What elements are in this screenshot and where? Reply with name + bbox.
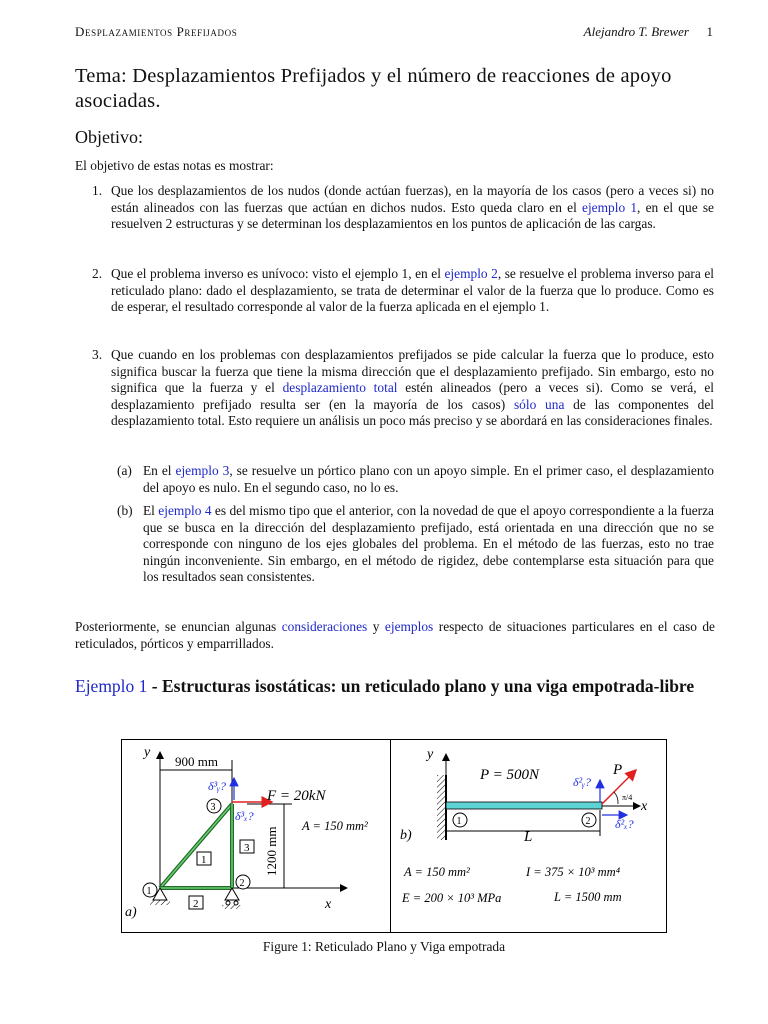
prop-I: I = 375 × 10³ mm⁴ (526, 865, 621, 879)
figure-svg (122, 740, 666, 932)
item-number: 3. (92, 347, 103, 362)
load-label: P (613, 762, 623, 778)
figure-caption: Figure 1: Reticulado Plano y Viga empotrada (262, 939, 506, 954)
link-consideraciones[interactable]: consideraciones (281, 619, 368, 634)
angle-label: π/4 (622, 793, 633, 802)
dim-v-label: 1200 mm (264, 826, 279, 876)
item-text: Que los desplazamientos de los nudos (donde actúan fuerzas), en la mayoría de los casos (pero a veces si) no están alineados con las fuerzas que actúan en dichos nudos. Esto queda claro en el (111, 183, 714, 215)
link-ejemplo-3[interactable]: ejemplo 3 (175, 463, 230, 478)
beam (446, 802, 602, 809)
paragraph-text: respecto de situaciones particulares en el caso de reticulados, pórticos y emparrillados. (75, 619, 716, 651)
item-text: , en el que se resuelven 2 estructuras y se determinan los desplazamientos en los puntos de aplicación de las cargas. (111, 199, 714, 232)
subitem-number: (a) (117, 463, 132, 478)
ground-hatch (150, 900, 170, 905)
node-1-label: 1 (456, 816, 462, 827)
prop-L: L = 1500 mm (554, 890, 622, 904)
item-text: , se resuelve un pórtico plano con un apoyo simple. En el primer caso, el desplazamiento del apoyo es nulo. En el segundo caso, no lo es. (143, 463, 714, 495)
list-item (111, 266, 714, 316)
document-title: Tema: Desplazamientos Prefijados y el número de reacciones de apoyo asociadas. (75, 65, 672, 112)
bar-label-2: 2 (193, 898, 199, 910)
intro-text: El objetivo de estas notas es mostrar: (75, 158, 274, 173)
page-number: 1 (706, 24, 713, 39)
dim-h-label: 900 mm (175, 754, 218, 769)
force-label: F = 20kN (267, 788, 326, 804)
header-title: Desplazamientos Prefijados (75, 24, 238, 39)
wall-hatch (437, 775, 446, 840)
objetivo-heading: Objetivo: (75, 127, 143, 147)
load-value: P = 500N (480, 767, 540, 783)
area-label: A = 150 mm² (302, 819, 368, 833)
node-2-label: 2 (239, 878, 245, 889)
y-label: y (144, 745, 151, 760)
y-label: y (427, 747, 434, 762)
link-ejemplos[interactable]: ejemplos (384, 619, 434, 634)
posterior-paragraph (75, 619, 715, 652)
header-author: Alejandro T. Brewer (583, 24, 689, 39)
beam-diagram (400, 747, 648, 905)
roller (234, 901, 238, 905)
subitem-number: (b) (117, 503, 133, 518)
x-label: x (641, 799, 648, 814)
link-ejemplo-1-heading[interactable]: Ejemplo 1 (75, 676, 148, 696)
ejemplo-title: - Estructuras isostáticas: un reticulado plano y una viga empotrada-libre (147, 676, 695, 696)
node-1-label: 1 (146, 886, 152, 897)
list-item (111, 183, 714, 233)
item-text: Que el problema inverso es unívoco: visto el ejemplo 1, en el (111, 266, 445, 281)
item-text: de las componentes del desplazamiento total. Esto requiere un análisis un poco más preciso y se abordará en las consideraciones finales. (111, 396, 715, 429)
item-text: estén alineados (pero a veces si). Como se verá, el desplazamiento prefijado resulta ser (en la mayoría de los casos) (111, 380, 714, 412)
dim-L-label: L (524, 829, 533, 845)
node-3-label: 3 (210, 802, 216, 813)
bar-label-1: 1 (201, 854, 207, 866)
roller (226, 901, 230, 905)
item-number: 1. (92, 183, 103, 198)
part-a-tag: a) (125, 905, 137, 920)
link-ejemplo-2[interactable]: ejemplo 2 (444, 266, 498, 281)
sub-list-item (143, 463, 714, 496)
truss-diagram (125, 745, 368, 920)
list-item (111, 347, 714, 430)
paragraph-text: Posteriormente, se enuncian algunas (75, 619, 282, 634)
item-text: El (143, 503, 159, 518)
disp-y-label: δ²ᵧ? (573, 775, 591, 789)
item-text: En el (143, 463, 176, 478)
disp-x-label: δ²ₓ? (615, 817, 634, 831)
node-2-label: 2 (585, 816, 591, 827)
bar-label-3: 3 (244, 842, 250, 854)
bar-1-core (160, 804, 232, 888)
prop-E: E = 200 × 10³ MPa (402, 891, 502, 905)
link-solo-una[interactable]: sólo una (513, 396, 565, 412)
item-text: , se resuelve el problema inverso para el reticulado plano: dado el desplazamiento, se trata de determinar el valor de la fuerza que lo produce. Como es de esperar, el resultado corresponde al valor de la fuerza aplicada en el ejemplo 1. (111, 266, 714, 315)
item-number: 2. (92, 266, 103, 281)
paragraph-text: y (367, 619, 385, 634)
disp-x-label: δ³ₓ? (235, 809, 254, 823)
part-b-tag: b) (400, 828, 412, 843)
sub-list-item (143, 503, 714, 586)
x-label: x (325, 897, 332, 912)
figure-frame (121, 739, 667, 933)
disp-y-label: δ³ᵧ? (208, 779, 226, 793)
item-text: Que cuando en los problemas con desplazamientos prefijados se pide calcular la fuerza que lo produce, esto significa buscar la fuerza que tiene la misma dirección que el desplazamiento prefijado. Sin embargo, esto no significa que la fuerza y el (111, 347, 714, 396)
link-ejemplo-1[interactable]: ejemplo 1 (582, 199, 638, 215)
link-ejemplo-4[interactable]: ejemplo 4 (158, 503, 212, 518)
item-text: es del mismo tipo que el anterior, con la novedad de que el apoyo correspondiente a la fuerza que se busca en la dirección del desplazamiento prefijado, está orientada en una dirección que no se corresponde con ninguno de los ejes globales del problema. En el método de las fuerzas, esto no trae ningún inconveniente. Sin embargo, en el método de rigidez, debe contemplarse esta situación para que los resultados sean consistentes. (143, 503, 714, 585)
angle-arc (614, 792, 618, 804)
link-desplazamiento-total[interactable]: desplazamiento total (282, 380, 398, 396)
ejemplo-heading (75, 675, 715, 698)
ground-hatch (222, 905, 242, 909)
prop-A: A = 150 mm² (404, 865, 470, 879)
